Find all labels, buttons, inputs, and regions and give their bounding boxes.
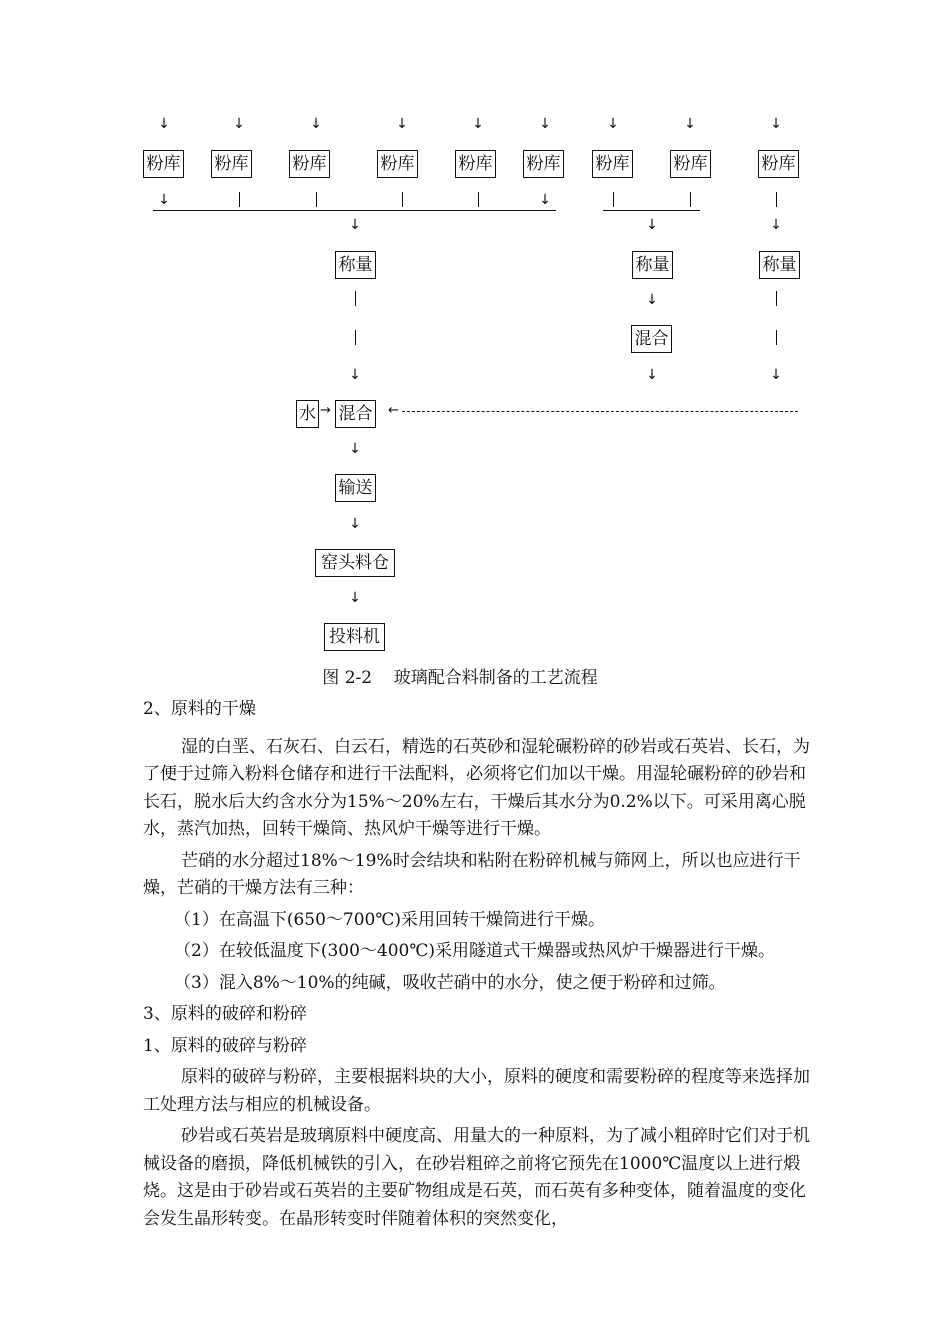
arrow-down-icon: ↓ xyxy=(310,116,322,132)
powder-bin-box: 粉库 xyxy=(143,150,184,178)
mixing-box: 混合 xyxy=(631,325,672,353)
arrow-down-icon: ↓ xyxy=(349,516,361,532)
arrow-down-icon: ↓ xyxy=(646,292,658,308)
document-body xyxy=(143,690,811,1233)
powder-bin-box: 粉库 xyxy=(670,150,711,178)
list-item: （3）混入8%～10%的纯碱，吸收芒硝中的水分，使之便于粉碎和过筛。 xyxy=(174,972,726,993)
arrow-down-icon: ↓ xyxy=(349,367,361,383)
weighing-box: 称量 xyxy=(335,251,376,279)
arrow-right-icon: → xyxy=(320,403,331,418)
list-item: （2）在较低温度下(300～400℃)采用隧道式干燥器或热风炉干燥器进行干燥。 xyxy=(174,941,775,961)
arrow-down-icon: ↓ xyxy=(539,192,551,208)
subsection-heading: 1、原料的破碎与粉碎 xyxy=(143,1035,307,1056)
paragraph: 原料的破碎与粉碎，主要根据料块的大小，原料的硬度和需要粉碎的程度等来选择加工处理方法与相应的机械设备。 xyxy=(143,1067,810,1115)
figure-caption: 图 2-2 玻璃配合料制备的工艺流程 xyxy=(322,668,598,688)
paragraph: 砂岩或石英岩是玻璃原料中硬度高、用量大的一种原料，为了减小粗碎时它们对于机械设备的磨损，降低机械铁的引入，在砂岩粗碎之前将它预先在1000℃温度以上进行煅烧。这是由于砂岩或石英岩的主要矿物组成是石英，而石英有多种变体，随着温度的变化会发生晶形转变。在晶形转变时伴随着体积的突然变化， xyxy=(143,1126,810,1229)
powder-bin-box: 粉库 xyxy=(377,150,418,178)
connector-line xyxy=(478,192,479,207)
arrow-down-icon: ↓ xyxy=(472,116,484,132)
powder-bin-box: 粉库 xyxy=(592,150,633,178)
conveying-box: 输送 xyxy=(335,474,376,502)
arrow-down-icon: ↓ xyxy=(684,116,696,132)
collector-line xyxy=(153,210,556,211)
feeder-box: 投料机 xyxy=(324,623,385,651)
list-item: （1）在高温下(650～700℃)采用回转干燥筒进行干燥。 xyxy=(174,909,605,930)
arrow-down-icon: ↓ xyxy=(607,116,619,132)
arrow-down-icon: ↓ xyxy=(158,192,170,208)
arrow-down-icon: ↓ xyxy=(349,590,361,606)
arrow-down-icon: ↓ xyxy=(158,116,170,132)
connector-line xyxy=(355,291,356,306)
powder-bin-box: 粉库 xyxy=(523,150,564,178)
section-heading: 2、原料的干燥 xyxy=(143,699,256,719)
arrow-down-icon: ↓ xyxy=(539,116,551,132)
connector-line xyxy=(239,192,240,207)
collector-line xyxy=(603,210,700,211)
water-box: 水 xyxy=(296,400,319,428)
connector-line xyxy=(776,330,777,345)
weighing-box: 称量 xyxy=(632,251,673,279)
arrow-down-icon: ↓ xyxy=(770,116,782,132)
connector-line xyxy=(402,192,403,207)
arrow-down-icon: ↓ xyxy=(770,367,782,383)
arrow-down-icon: ↓ xyxy=(396,116,408,132)
arrow-down-icon: ↓ xyxy=(233,116,245,132)
kiln-bin-box: 窑头料仓 xyxy=(315,549,395,577)
connector-line xyxy=(690,192,691,207)
return-line xyxy=(402,411,798,412)
arrow-down-icon: ↓ xyxy=(646,217,658,233)
process-flow-diagram xyxy=(0,0,950,660)
connector-line xyxy=(776,192,777,207)
powder-bin-box: 粉库 xyxy=(289,150,330,178)
paragraph: 湿的白垩、石灰石、白云石，精选的石英砂和湿轮碾粉碎的砂岩或石英岩、长石，为了便于过筛入粉料仓储存和进行干法配料，必须将它们加以干燥。用湿轮碾粉碎的砂岩和长石，脱水后大约含水分为15%～20%左右，干燥后其水分为0.2%以下。可采用离心脱水，蒸汽加热，回转干燥筒、热风炉干燥等进行干燥。 xyxy=(143,736,810,839)
arrow-down-icon: ↓ xyxy=(349,441,361,457)
powder-bin-box: 粉库 xyxy=(211,150,252,178)
main-mixing-box: 混合 xyxy=(335,400,376,428)
weighing-box: 称量 xyxy=(759,251,800,279)
powder-bin-box: 粉库 xyxy=(758,150,799,178)
section-heading: 3、原料的破碎和粉碎 xyxy=(143,1004,307,1024)
connector-line xyxy=(316,192,317,207)
arrow-down-icon: ↓ xyxy=(349,217,361,233)
arrow-down-icon: ↓ xyxy=(770,217,782,233)
connector-line xyxy=(355,330,356,345)
connector-line xyxy=(613,192,614,207)
arrow-down-icon: ↓ xyxy=(646,367,658,383)
connector-line xyxy=(776,291,777,306)
arrow-left-icon: ← xyxy=(388,403,399,418)
paragraph: 芒硝的水分超过18%～19%时会结块和粘附在粉碎机械与筛网上，所以也应进行干燥，芒硝的干燥方法有三种： xyxy=(143,850,801,898)
powder-bin-box: 粉库 xyxy=(455,150,496,178)
